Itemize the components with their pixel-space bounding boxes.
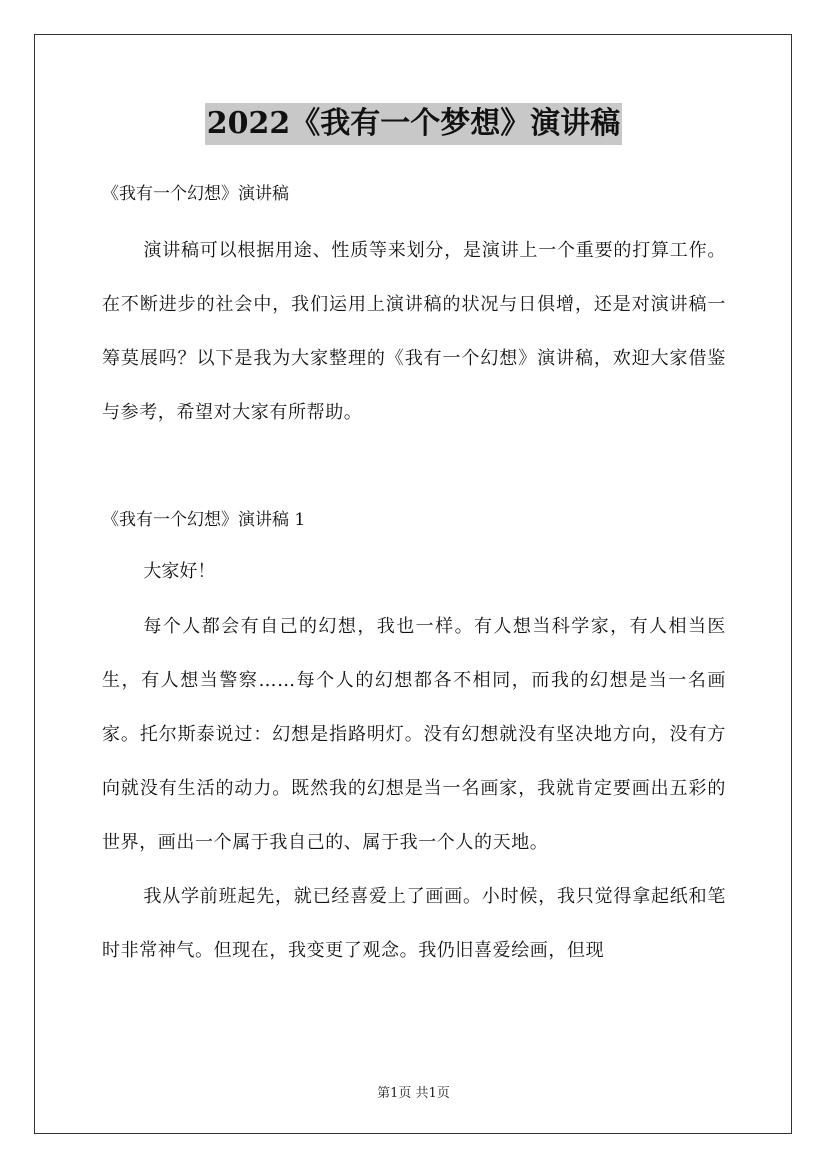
- page-footer: 第1页 共1页: [377, 1086, 450, 1101]
- document-title-text: 2022《我有一个梦想》演讲稿: [205, 103, 623, 145]
- section-title: 《我有一个幻想》演讲稿 1: [102, 510, 306, 530]
- section-gap: [102, 440, 726, 496]
- body-paragraph-2: 我从学前班起先，就已经喜爱上了画画。小时候，我只觉得拿起纸和笔时非常神气。但现在，我变更了观念。我仍旧喜爱绘画，但现: [102, 886, 726, 961]
- document-subtitle: 《我有一个幻想》演讲稿: [102, 184, 289, 204]
- intro-paragraph: 演讲稿可以根据用途、性质等来划分，是演讲上一个重要的打算工作。在不断进步的社会中，我们运用上演讲稿的状况与日俱增，还是对演讲稿一筹莫展吗？以下是我为大家整理的《我有一个幻想》演讲稿，欢迎大家借鉴与参考，希望对大家有所帮助。: [102, 240, 726, 423]
- document-body: [102, 170, 726, 978]
- greeting: 大家好！: [143, 561, 216, 582]
- document-title: [0, 98, 827, 146]
- body-paragraph-1: 每个人都会有自己的幻想，我也一样。有人想当科学家，有人相当医生，有人想当警察……每个人的幻想都各不相同，而我的幻想是当一名画家。托尔斯泰说过：幻想是指路明灯。没有幻想就没有坚决地方向，没有方向就没有生活的动力。既然我的幻想是当一名画家，我就肯定要画出五彩的世界，画出一个属于我自己的、属于我一个人的天地。: [102, 616, 726, 853]
